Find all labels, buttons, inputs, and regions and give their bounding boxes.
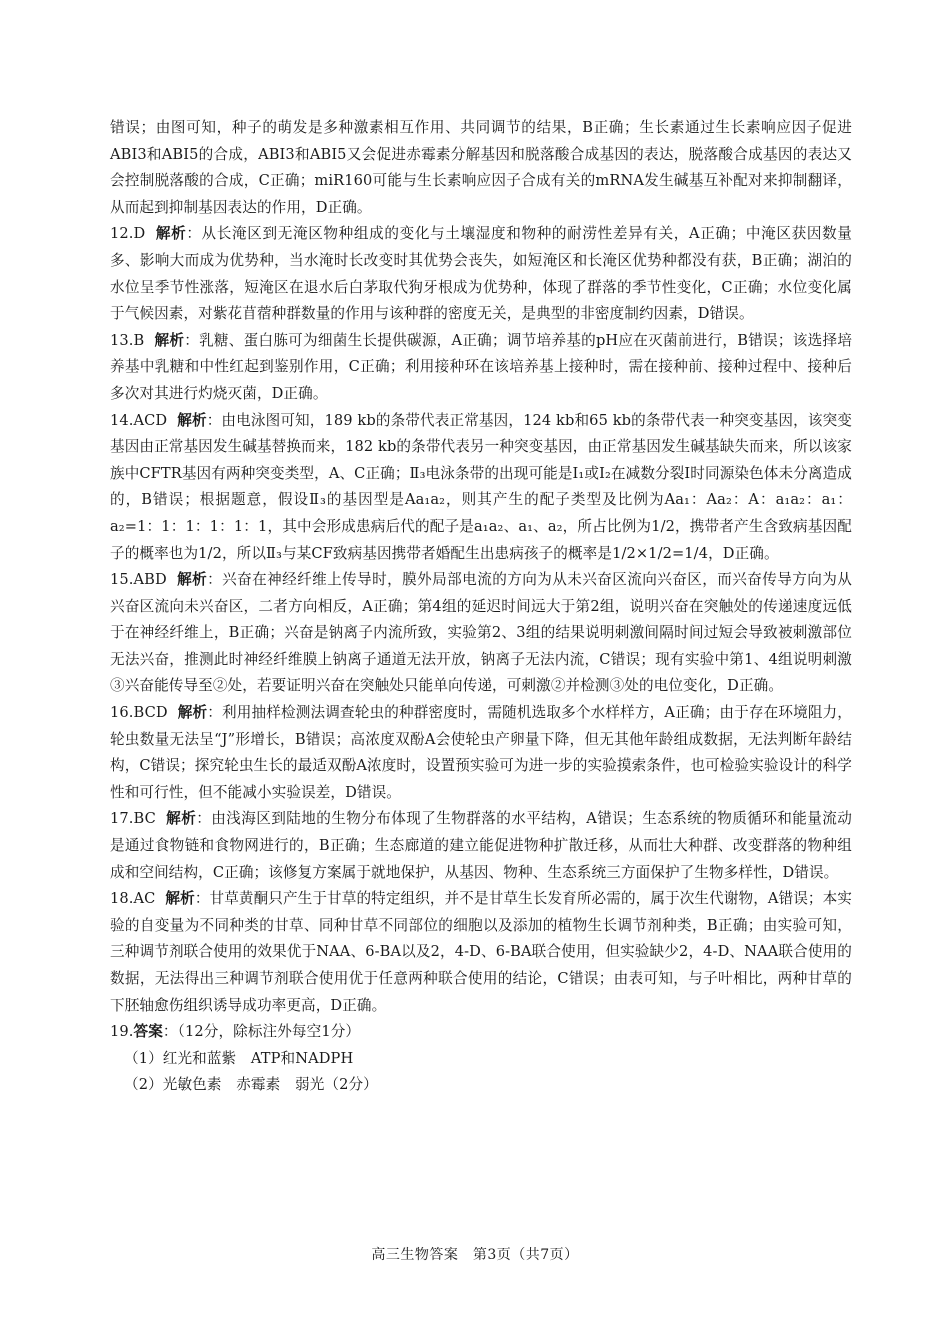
page-footer: 高三生物答案 第3页（共7页） [371, 1247, 579, 1263]
answer-19-line-2: （2）光敏色素 赤霉素 弱光（2分） [124, 1076, 378, 1094]
answer-list [110, 221, 852, 1019]
answer-label: 解析 [165, 810, 197, 828]
answer-item [110, 221, 852, 327]
answer-number: 17.BC [110, 810, 156, 828]
answer-item [110, 408, 852, 568]
answer-item [110, 567, 852, 700]
answer-number: 16.BCD [110, 704, 168, 722]
answer-text: ：甘草黄酮只产生于甘草的特定组织，并不是甘草生长发育所必需的，属于次生代谢物，A错误；本实验的自变量为不同种类的甘草、同种甘草不同部位的细胞以及添加的植物生长调节剂种类，B正确；由实验可知，三种调节剂联合使用的效果优于NAA、6-BA以及2，4-D、6-BA联合使用，但实验缺少2，4-D、NAA联合使用的数据，无法得出三种调节剂联合使用优于任意两种联合使用的结论，C错误；由表可知，与子叶相比，两种甘草的下胚轴愈伤组织诱导成功率更高，D正确。 [110, 890, 852, 1014]
answer-text: ：从长淹区到无淹区物种组成的变化与土壤湿度和物种的耐涝性差异有关，A正确；中淹区获因数量多、影响大而成为优势种，当水淹时长改变时其优势会丧失，如短淹区和长淹区优势种都没有获，B正确；湖泊的水位呈季节性涨落，短淹区在退水后白茅取代狗牙根成为优势种，体现了群落的季节性变化，C正确；水位变化属于气候因素，对紫花苜蓿种群数量的作用与该种群的密度无关，是典型的非密度制约因素，D错误。 [110, 225, 852, 323]
answer-text: ：兴奋在神经纤维上传导时，膜外局部电流的方向为从未兴奋区流向兴奋区，而兴奋传导方向为从兴奋区流向未兴奋区，二者方向相反，A正确；第4组的延迟时间远大于第2组，说明兴奋在突触处的传递速度远低于在神经纤维上，B正确；兴奋是钠离子内流所致，实验第2、3组的结果说明刺激间隔时间过短会导致被刺激部位无法兴奋，推测此时神经纤维膜上钠离子通道无法开放，钠离子无法内流，C错误；现有实验中第1、4组说明刺激③兴奋能传导至②处，若要证明兴奋在突触处只能单向传递，可刺激②并检测③处的电位变化，D正确。 [110, 571, 852, 695]
answer-label: 答案 [133, 1023, 163, 1041]
answer-item [110, 328, 852, 408]
answer-number: 19. [110, 1023, 134, 1041]
answer-note: ：（12分，除标注外每空1分） [162, 1023, 361, 1041]
answer-number: 18.AC [110, 890, 156, 908]
answer-label: 解析 [177, 704, 208, 722]
answer-label: 解析 [165, 890, 195, 908]
answer-item [110, 886, 852, 1019]
answer-number: 15.ABD [110, 571, 167, 589]
answer-label: 解析 [177, 411, 207, 429]
answer-content [110, 115, 852, 1099]
answer-text: ：乳糖、蛋白胨可为细菌生长提供碳源，A正确；调节培养基的pH应在灭菌前进行，B错误；该选择培养基中乳糖和中性红起到鉴别作用，C正确；利用接种环在该培养基上接种时，需在接种前、接种过程中、接种后多次对其进行灼烧灭菌，D正确。 [110, 331, 853, 402]
answer-number: 13.B [110, 331, 145, 349]
answer-text: ：由浅海区到陆地的生物分布体现了生物群落的水平结构，A错误；生态系统的物质循环和能量流动是通过食物链和食物网进行的，B正确；生态廊道的建立能促进物种扩散迁移，从而壮大种群、改变群落的物种组成和空间结构，C正确；该修复方案属于就地保护，从基因、物种、生态系统三方面保护了生物多样性，D错误。 [110, 810, 852, 881]
answer-text: ：利用抽样检测法调查轮虫的种群密度时，需随机选取多个水样样方，A正确；由于存在环境阻力，轮虫数量无法呈“J”形增长，B错误；高浓度双酚A会使轮虫产卵量下降，但无其他年龄组成数据，无法判断年龄结构，C错误；探究轮虫生长的最适双酚A浓度时，设置预实验可为进一步的实验摸索条件，也可检验实验设计的科学性和可行性，但不能减小实验误差，D错误。 [110, 704, 853, 801]
continued-paragraph: 错误；由图可知，种子的萌发是多种激素相互作用、共同调节的结果，B正确；生长素通过生长素响应因子促进ABI3和ABI5的合成，ABI3和ABI5又会促进赤霉素分解基因和脱落酸合成基因的表达，脱落酸合成基因的表达又会控制脱落酸的合成，C正确；miR160可能与生长素响应因子合成有关的mRNA发生碱基互补配对来抑制翻译，从而起到抑制基因表达的作用，D正确。 [110, 119, 852, 216]
answer-item [110, 806, 852, 886]
answer-label: 解析 [154, 331, 185, 349]
answer-item [110, 700, 852, 806]
answer-text: ：由电泳图可知，189 kb的条带代表正常基因，124 kb和65 kb的条带代表一种突变基因，该突变基因由正常基因发生碱基替换而来，182 kb的条带代表另一种突变基因，由正常基因发生碱基缺失而来，所以该家族中CFTR基因有两种突变类型，A、C正确；Ⅱ₃电泳条带的出现可能是Ⅰ₁或Ⅰ₂在减数分裂Ⅰ时同源染色体未分离造成的，B错误；根据题意，假设Ⅱ₃的基因型是Aa₁a₂，则其产生的配子类型及比例为Aa₁：Aa₂：A：a₁a₂：a₁：a₂=1：1：1：1：1：1，其中会形成患病后代的配子是a₁a₂、a₁、a₂，所占比例为1/2，携带者产生含致病基因配子的概率也为1/2，所以Ⅱ₃与某CF致病基因携带者婚配生出患病孩子的概率是1/2×1/2=1/4，D正确。 [110, 411, 852, 562]
answer-number: 12.D [110, 225, 146, 243]
answer-19-line-1: （1）红光和蓝紫 ATP和NADPH [124, 1049, 354, 1067]
answer-number: 14.ACD [110, 411, 168, 429]
answer-label: 解析 [155, 225, 187, 243]
answer-label: 解析 [176, 571, 208, 589]
answer-item-19 [110, 1019, 852, 1046]
